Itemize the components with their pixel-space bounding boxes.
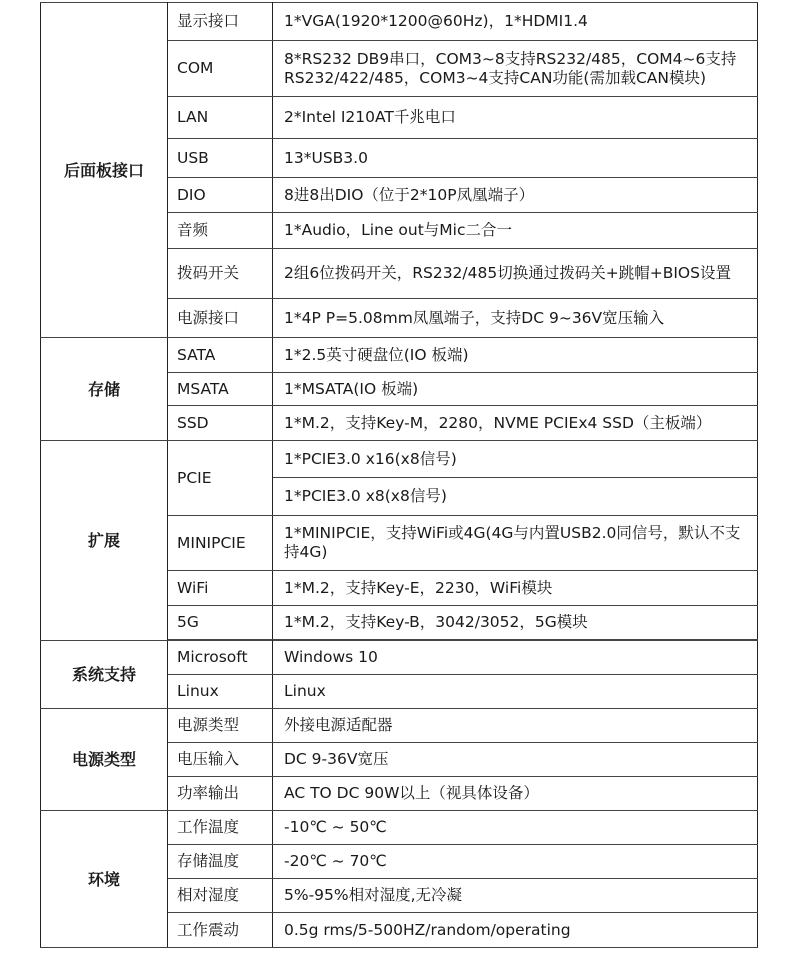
spec-value: 外接电源适配器 xyxy=(273,709,758,743)
spec-key: 电源类型 xyxy=(168,709,273,743)
table-row xyxy=(41,3,758,41)
spec-key: WiFi xyxy=(168,571,273,606)
spec-value: 1*PCIE3.0 x8(x8信号) xyxy=(273,478,758,516)
spec-key: Microsoft xyxy=(168,641,273,675)
spec-value: 1*Audio，Line out与Mic二合一 xyxy=(273,213,758,249)
spec-key: DIO xyxy=(168,178,273,213)
spec-value: 2*Intel I210AT千兆电口 xyxy=(273,97,758,139)
spec-value: 1*4P P=5.08mm凤凰端子，支持DC 9~36V宽压输入 xyxy=(273,299,758,338)
spec-key: MINIPCIE xyxy=(168,516,273,571)
spec-value: 1*MSATA(IO 板端) xyxy=(273,373,758,406)
category-power: 电源类型 xyxy=(41,709,168,811)
spec-value: 0.5g rms/5-500HZ/random/operating xyxy=(273,913,758,948)
spec-value: 5%-95%相对湿度,无冷凝 xyxy=(273,879,758,913)
spec-key: 5G xyxy=(168,606,273,640)
spec-key: SATA xyxy=(168,338,273,373)
spec-key: MSATA xyxy=(168,373,273,406)
category-storage: 存储 xyxy=(41,338,168,441)
category-expansion: 扩展 xyxy=(41,441,168,641)
spec-value: Linux xyxy=(273,675,758,709)
spec-value: 1*MINIPCIE，支持WiFi或4G(4G与内置USB2.0同信号，默认不支持4G) xyxy=(273,516,758,571)
spec-key: USB xyxy=(168,139,273,178)
spec-value: AC TO DC 90W以上（视具体设备） xyxy=(273,777,758,811)
spec-value: 1*VGA(1920*1200@60Hz)，1*HDMI1.4 xyxy=(273,3,758,41)
spec-value: DC 9-36V宽压 xyxy=(273,743,758,777)
spec-value: 1*2.5英寸硬盘位(IO 板端) xyxy=(273,338,758,373)
spec-key: Linux xyxy=(168,675,273,709)
spec-key: 音频 xyxy=(168,213,273,249)
table-row xyxy=(41,338,758,373)
spec-key: COM xyxy=(168,41,273,97)
spec-key: 工作温度 xyxy=(168,811,273,845)
spec-key: LAN xyxy=(168,97,273,139)
spec-value: 1*PCIE3.0 x16(x8信号) xyxy=(273,441,758,478)
spec-key: 工作震动 xyxy=(168,913,273,948)
spec-key: PCIE xyxy=(168,441,273,516)
spec-value: 2组6位拨码开关，RS232/485切换通过拨码关+跳帽+BIOS设置 xyxy=(273,249,758,299)
spec-value: 8*RS232 DB9串口，COM3~8支持RS232/485，COM4~6支持RS232/422/485，COM3~4支持CAN功能(需加载CAN模块) xyxy=(273,41,758,97)
spec-table xyxy=(40,2,758,948)
spec-key: SSD xyxy=(168,406,273,441)
spec-key: 存储温度 xyxy=(168,845,273,879)
spec-value: 8进8出DIO（位于2*10P凤凰端子） xyxy=(273,178,758,213)
spec-value: 13*USB3.0 xyxy=(273,139,758,178)
table-row xyxy=(41,441,758,478)
spec-key: 拨码开关 xyxy=(168,249,273,299)
category-rear-panel: 后面板接口 xyxy=(41,3,168,338)
spec-value: -10℃ ~ 50℃ xyxy=(273,811,758,845)
spec-key: 功率输出 xyxy=(168,777,273,811)
spec-key: 电源接口 xyxy=(168,299,273,338)
spec-key: 电压输入 xyxy=(168,743,273,777)
table-row xyxy=(41,641,758,675)
table-row xyxy=(41,709,758,743)
category-environment: 环境 xyxy=(41,811,168,948)
spec-value: -20℃ ~ 70℃ xyxy=(273,845,758,879)
spec-key: 相对湿度 xyxy=(168,879,273,913)
spec-value: Windows 10 xyxy=(273,641,758,675)
spec-value: 1*M.2，支持Key-E，2230，WiFi模块 xyxy=(273,571,758,606)
spec-value: 1*M.2，支持Key-B，3042/3052，5G模块 xyxy=(273,606,758,640)
table-row xyxy=(41,811,758,845)
spec-key: 显示接口 xyxy=(168,3,273,41)
category-os-support: 系统支持 xyxy=(41,641,168,709)
spec-value: 1*M.2，支持Key-M，2280，NVME PCIEx4 SSD（主板端） xyxy=(273,406,758,441)
